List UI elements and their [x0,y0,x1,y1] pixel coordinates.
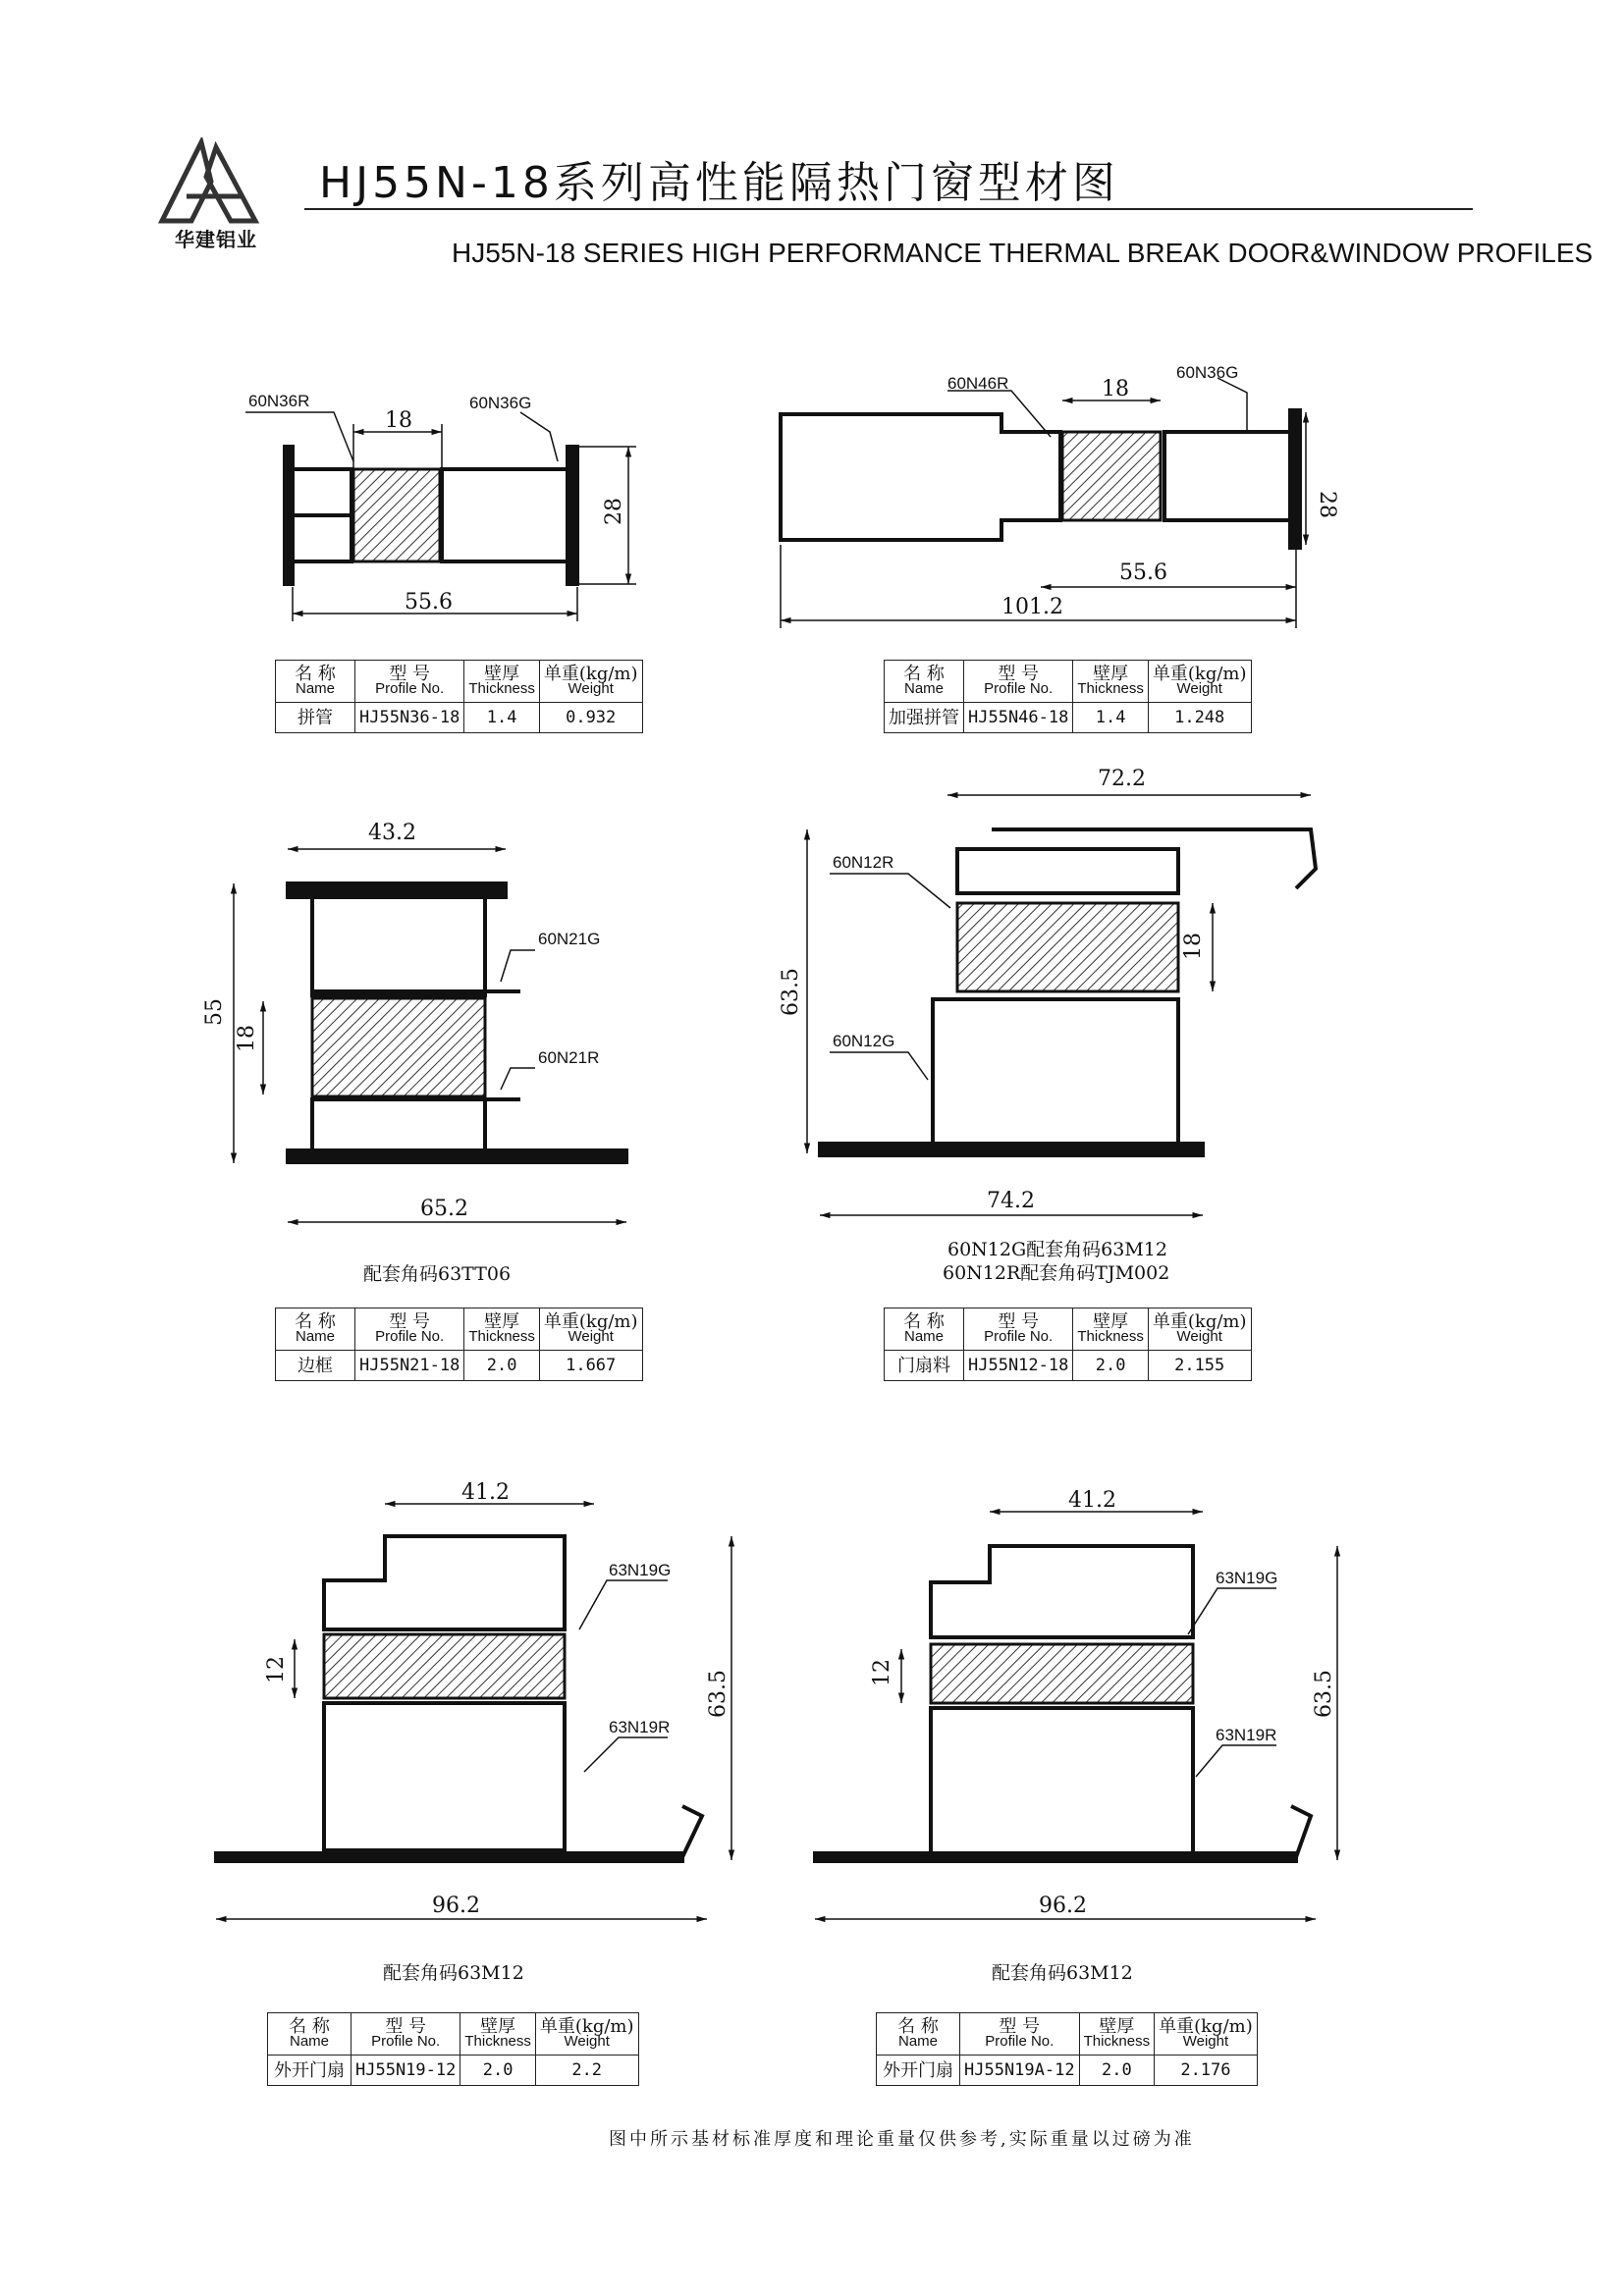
p6-dim-962: 96.2 [1039,1894,1087,1918]
p5-dim-12: 12 [264,1656,289,1683]
p6-profile-no: HJ55N19A-12 [960,2056,1080,2086]
p1-part-g: 60N36G [469,394,532,412]
profile-6-drawing [815,1546,1311,1861]
p3-dim-18: 18 [235,1025,259,1052]
p6-dim-412: 41.2 [1068,1488,1116,1513]
p6-thickness: 2.0 [1079,2056,1155,2086]
p1-part-r: 60N36R [248,392,310,410]
p4-part-r: 60N12R [833,853,894,872]
p5-profile-no: HJ55N19-12 [352,2056,460,2086]
p2-name: 加强拼管 [885,703,964,733]
p4-weight: 2.155 [1148,1351,1251,1381]
profile-4-drawing [820,829,1316,1155]
p5-name: 外开门扇 [268,2056,352,2086]
p1-profile-no: HJ55N36-18 [355,703,464,733]
p6-name: 外开门扇 [877,2056,960,2086]
p6-part-g: 63N19G [1216,1569,1278,1587]
p5-caption: 配套角码63M12 [383,1962,524,1984]
p3-profile-no: HJ55N21-18 [355,1351,464,1381]
page-title: HJ55N-18系列高性能隔热门窗型材图 [319,158,1119,208]
p6-weight: 2.176 [1155,2056,1258,2086]
p3-part-g: 60N21G [538,930,601,948]
p5-dim-635: 63.5 [706,1670,730,1718]
p3-dim-432: 43.2 [368,821,416,845]
p5-part-g: 63N19G [609,1561,672,1579]
p4-spec-table: 名 称 Name 型 号 Profile No. 壁厚 Thickness 单重(kg/m) Weight 门扇料 HJ55N12-18 2.0 2.155 [884,1308,1252,1381]
profile-5-drawing [216,1536,702,1861]
p3-weight: 1.667 [539,1351,642,1381]
p5-dim-962: 96.2 [432,1894,480,1918]
p4-dim-722: 72.2 [1098,767,1146,791]
p1-name: 拼管 [276,703,355,733]
p6-part-r: 63N19R [1216,1726,1277,1744]
p4-caption-1: 60N12G配套角码63M12 [947,1239,1167,1260]
p1-dim-18: 18 [385,408,412,433]
p4-name: 门扇料 [885,1351,964,1381]
p3-thickness: 2.0 [464,1351,540,1381]
p4-thickness: 2.0 [1073,1351,1149,1381]
p4-dim-742: 74.2 [987,1189,1035,1213]
profile-2-drawing [781,410,1300,548]
p4-dim-635: 63.5 [779,968,803,1016]
p5-spec-table: 名 称 Name 型 号 Profile No. 壁厚 Thickness 单重(kg/m) Weight 外开门扇 HJ55N19-12 2.0 2.2 [267,2012,639,2086]
p1-dim-28: 28 [602,498,626,525]
page-subtitle: HJ55N-18 SERIES HIGH PERFORMANCE THERMAL BREAK DOOR&WINDOW PROFILES [452,238,1594,268]
p2-part-r: 60N46R [947,374,1009,393]
p6-spec-table: 名 称 Name 型 号 Profile No. 壁厚 Thickness 单重(kg/m) Weight 外开门扇 HJ55N19A-12 2.0 2.176 [876,2012,1258,2086]
p1-dim-556: 55.6 [405,590,453,614]
p6-dim-12: 12 [870,1659,894,1686]
p2-dim-28: 28 [1315,491,1339,518]
p5-part-r: 63N19R [609,1718,671,1736]
p2-spec-table: 名 称 Name 型 号 Profile No. 壁厚 Thickness 单重(kg/m) Weight 加强拼管 HJ55N46-18 1.4 1.248 [884,660,1252,733]
p3-dim-55: 55 [202,998,227,1026]
p2-dim-556: 55.6 [1119,561,1167,585]
p4-caption-2: 60N12R配套角码TJM002 [943,1262,1170,1284]
profile-3-drawing [288,883,626,1162]
p5-dim-412: 41.2 [461,1480,510,1505]
p1-weight: 0.932 [539,703,642,733]
p3-name: 边框 [276,1351,355,1381]
p2-weight: 1.248 [1148,703,1251,733]
p3-spec-table: 名 称 Name 型 号 Profile No. 壁厚 Thickness 单重(kg/m) Weight 边框 HJ55N21-18 2.0 1.667 [275,1308,643,1381]
p4-dim-18: 18 [1181,933,1206,960]
p6-caption: 配套角码63M12 [992,1962,1133,1984]
p2-profile-no: HJ55N46-18 [964,703,1073,733]
p3-caption: 配套角码63TT06 [363,1263,512,1285]
p1-thickness: 1.4 [464,703,540,733]
p5-weight: 2.2 [535,2056,638,2086]
logo-text: 华建铝业 [175,228,257,251]
p4-part-g: 60N12G [833,1032,895,1050]
p2-thickness: 1.4 [1073,703,1149,733]
p2-dim-18: 18 [1102,377,1129,401]
profile-1-drawing [285,447,577,584]
footer-note: 图中所示基材标准厚度和理论重量仅供参考,实际重量以过磅为准 [609,2129,1195,2150]
p2-part-g: 60N36G [1176,363,1239,382]
p2-dim-1012: 101.2 [1001,595,1063,619]
p3-part-r: 60N21R [538,1048,600,1067]
p3-dim-652: 65.2 [420,1197,468,1221]
p4-profile-no: HJ55N12-18 [964,1351,1073,1381]
p6-dim-635: 63.5 [1312,1670,1336,1718]
p5-thickness: 2.0 [460,2056,536,2086]
p1-spec-table: 名 称 Name 型 号 Profile No. 壁厚 Thickness 单重(kg/m) Weight 拼管 HJ55N36-18 1.4 0.932 [275,660,643,733]
